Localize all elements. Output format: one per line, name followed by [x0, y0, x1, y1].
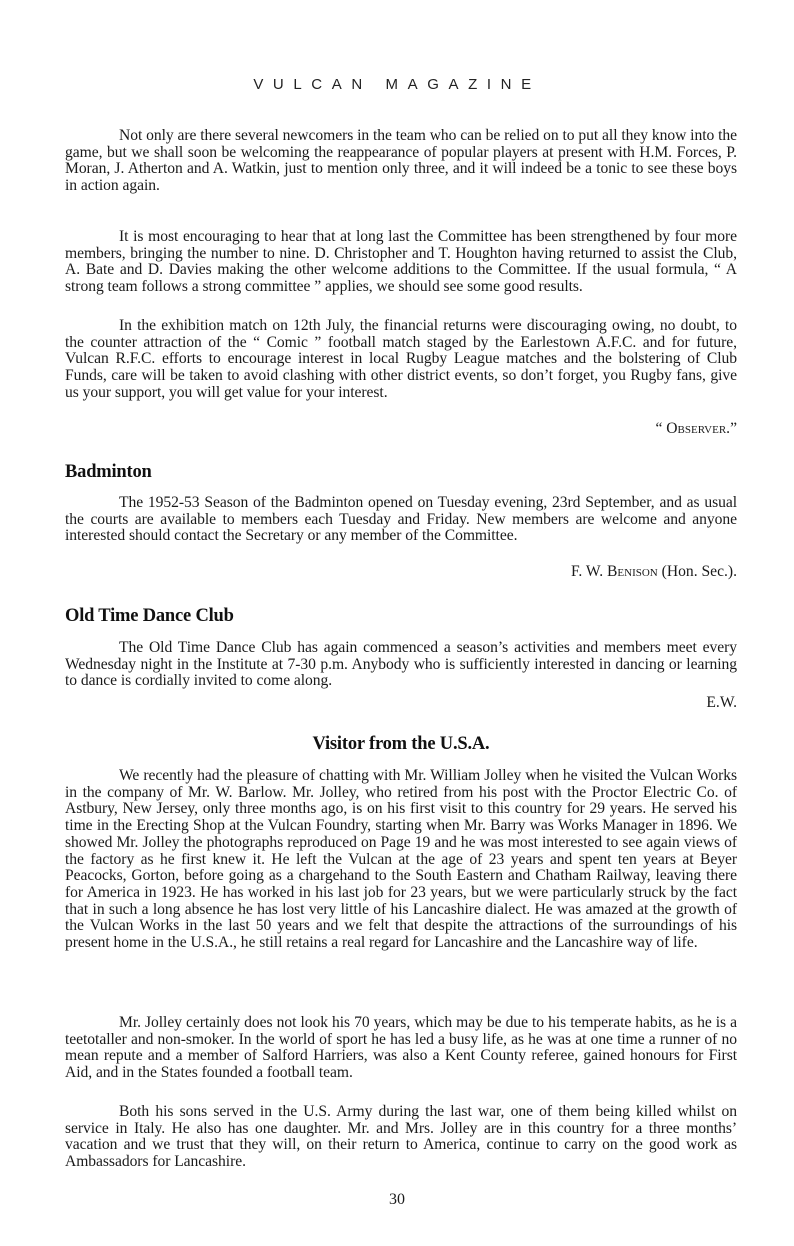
dance-club-heading: Old Time Dance Club: [65, 606, 234, 626]
dance-club-signature: E.W.: [706, 694, 737, 711]
badminton-heading: Badminton: [65, 462, 152, 482]
rugby-signature: “ Observer.”: [655, 420, 737, 437]
visitor-article-2: [65, 1015, 737, 1082]
visitor-paragraph-1: We recently had the pleasure of chatting with Mr. William Jolley when he visited the Vulcan Works in the company of Mr. W. Barlow. Mr. Jolley, who retired from his post with the Proctor Electric Co. of Astbury, New Jersey, only three months ago, is on his first visit to this country for 29 years. He served his time in the Erecting Shop at the Vulcan Foundry, starting when Mr. Barry was Works Manager in 1896. We showed Mr. Jolley the photographs reproduced on Page 19 and he was most interested to see again views of the factory as he first knew it. He left the Vulcan at the age of 23 years and spent ten years at Beyer Peacocks, Gorton, before going as a chargehand to the South Eastern and Chatham Railway, leaving there for America in 1923. He has worked in his last job for 23 years, but we were particularly struck by the fact that in such a long absence he has lost very little of his Lancashire dialect. He was amazed at the growth of the Vulcan Works in the last 50 years and we felt that despite the attractions of the surroundings of his present home in the U.S.A., he still retains a real regard for Lancashire and the Lancashire way of life.: [65, 767, 737, 952]
rugby-paragraph-3: In the exhibition match on 12th July, the financial returns were discouraging owing, no doubt, to the counter attraction of the “ Comic ” football match staged by the Earlestown A.F.C. and for future, Vulcan R.F.C. efforts to encourage interest in local Rugby League matches and the bolstering of Club Funds, care will be taken to avoid clashing with other district events, so don’t forget, you Rugby fans, give us your support, you will get value for your interest.: [65, 317, 737, 401]
rugby-article-2: [65, 229, 737, 296]
badminton-signature: [65, 563, 737, 580]
badminton-paragraph-1: The 1952-53 Season of the Badminton opened on Tuesday evening, 23rd September, and as usual the courts are available to members each Tuesday and Friday. New members are welcome and anyone interested should contact the Secretary or any member of the Committee.: [65, 494, 737, 545]
badminton-article: [65, 495, 737, 545]
visitor-paragraph-2: Mr. Jolley certainly does not look his 70 years, which may be due to his temperate habits, as he is a teetotaller and non-smoker. In the world of sport he has led a busy life, as he was at one time a runner of no mean repute and a member of Salford Harriers, was also a Kent County referee, gained honours for First Aid, and in the States founded a football team.: [65, 1014, 737, 1082]
rugby-article-3: [65, 318, 737, 402]
rugby-paragraph-2: It is most encouraging to hear that at long last the Committee has been strengthened by four more members, bringing the number to nine. D. Christopher and T. Houghton having returned to assist the Club, A. Bate and D. Davies making the other welcome additions to the Committee. If the usual formula, “ A strong team follows a strong committee ” applies, we should see some good results.: [65, 228, 737, 296]
visitor-paragraph-3: Both his sons served in the U.S. Army during the last war, one of them being killed whilst on service in Italy. He also has one daughter. Mr. and Mrs. Jolley are in this country for a three months’ vacation and we trust that they will, on their return to America, continue to carry on the good work as Ambassadors for Lancashire.: [65, 1103, 737, 1171]
badminton-signature-name: F. W. Benison: [570, 563, 658, 580]
rugby-article: [65, 128, 737, 195]
visitor-article: [65, 768, 737, 952]
visitor-article-3: [65, 1104, 737, 1171]
dance-club-paragraph-1: The Old Time Dance Club has again commenced a season’s activities and members meet every Wednesday night in the Institute at 7-30 p.m. Anybody who is sufficiently interested in dancing or learning to dance is cordially invited to come along.: [65, 639, 737, 690]
dance-club-article: [65, 640, 737, 690]
visitor-heading: Visitor from the U.S.A.: [312, 734, 490, 754]
badminton-signature-role: (Hon. Sec.).: [657, 563, 737, 580]
page-number: 30: [389, 1191, 405, 1208]
magazine-masthead: VULCAN MAGAZINE: [253, 76, 541, 93]
rugby-paragraph-1: Not only are there several newcomers in the team who can be relied on to put all they know into the game, but we shall soon be welcoming the reappearance of popular players at present with H.M. Forces, P. Moran, J. Atherton and A. Watkin, just to mention only three, and it will indeed be a tonic to see these boys in action again.: [65, 127, 737, 195]
